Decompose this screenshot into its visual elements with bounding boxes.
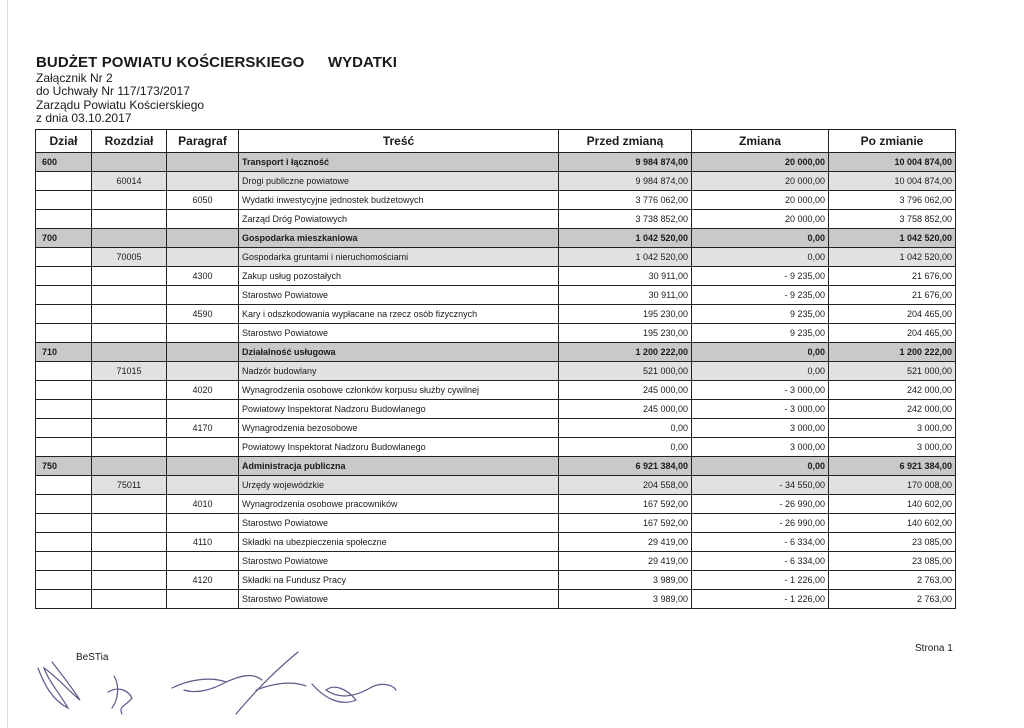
cell-przed: 1 200 222,00 [559, 343, 692, 362]
cell-po: 10 004 874,00 [829, 153, 956, 172]
cell-przed: 167 592,00 [559, 514, 692, 533]
cell-tresc: Gospodarka gruntami i nieruchomościami [239, 248, 559, 267]
cell-tresc: Powiatowy Inspektorat Nadzoru Budowlanego [239, 400, 559, 419]
cell-tresc: Wynagrodzenia bezosobowe [239, 419, 559, 438]
cell-tresc: Zakup usług pozostałych [239, 267, 559, 286]
cell-zmiana: 0,00 [692, 343, 829, 362]
cell-po: 140 602,00 [829, 514, 956, 533]
cell-przed: 1 042 520,00 [559, 248, 692, 267]
col-header-zmiana: Zmiana [692, 130, 829, 153]
cell-przed: 195 230,00 [559, 324, 692, 343]
cell-rozdzial: 70005 [92, 248, 167, 267]
header-line-date: z dnia 03.10.2017 [36, 110, 132, 125]
cell-tresc: Transport i łączność [239, 153, 559, 172]
cell-po: 1 042 520,00 [829, 229, 956, 248]
signature-1 [38, 662, 80, 708]
cell-po: 170 008,00 [829, 476, 956, 495]
cell-zmiana: 0,00 [692, 457, 829, 476]
budget-title: BUDŻET POWIATU KOŚCIERSKIEGO [36, 54, 305, 71]
cell-zmiana: - 9 235,00 [692, 286, 829, 305]
page-number: Strona 1 [915, 643, 953, 654]
cell-tresc: Starostwo Powiatowe [239, 590, 559, 609]
cell-zmiana: 9 235,00 [692, 305, 829, 324]
cell-tresc: Administracja publiczna [239, 457, 559, 476]
cell-przed: 29 419,00 [559, 533, 692, 552]
cell-po: 1 200 222,00 [829, 343, 956, 362]
cell-przed: 245 000,00 [559, 381, 692, 400]
cell-tresc: Zarząd Dróg Powiatowych [239, 210, 559, 229]
cell-po: 242 000,00 [829, 381, 956, 400]
signature-3 [172, 676, 262, 692]
cell-po: 23 085,00 [829, 533, 956, 552]
cell-zmiana: - 3 000,00 [692, 381, 829, 400]
cell-rozdzial: 60014 [92, 172, 167, 191]
cell-po: 140 602,00 [829, 495, 956, 514]
col-header-rozdzial: Rozdział [92, 130, 167, 153]
cell-paragraf: 6050 [167, 191, 239, 210]
cell-rozdzial: 71015 [92, 362, 167, 381]
cell-zmiana: - 34 550,00 [692, 476, 829, 495]
cell-tresc: Drogi publiczne powiatowe [239, 172, 559, 191]
cell-paragraf: 4590 [167, 305, 239, 324]
cell-paragraf: 4110 [167, 533, 239, 552]
cell-dzial: 710 [36, 343, 92, 362]
col-header-dzial: Dział [36, 130, 92, 153]
cell-zmiana: 20 000,00 [692, 210, 829, 229]
cell-przed: 9 984 874,00 [559, 172, 692, 191]
cell-tresc: Wydatki inwestycyjne jednostek budżetowych [239, 191, 559, 210]
cell-po: 521 000,00 [829, 362, 956, 381]
cell-dzial: 750 [36, 457, 92, 476]
cell-tresc: Nadzór budowlany [239, 362, 559, 381]
cell-paragraf: 4020 [167, 381, 239, 400]
cell-zmiana: 0,00 [692, 362, 829, 381]
cell-po: 23 085,00 [829, 552, 956, 571]
signature-2 [108, 676, 132, 714]
cell-przed: 167 592,00 [559, 495, 692, 514]
cell-zmiana: - 26 990,00 [692, 514, 829, 533]
cell-przed: 0,00 [559, 438, 692, 457]
cell-po: 242 000,00 [829, 400, 956, 419]
cell-zmiana: 0,00 [692, 248, 829, 267]
cell-tresc: Kary i odszkodowania wypłacane na rzecz osób fizycznych [239, 305, 559, 324]
cell-paragraf: 4170 [167, 419, 239, 438]
col-header-tresc: Treść [239, 130, 559, 153]
cell-po: 204 465,00 [829, 324, 956, 343]
cell-przed: 3 989,00 [559, 590, 692, 609]
cell-zmiana: - 26 990,00 [692, 495, 829, 514]
cell-przed: 30 911,00 [559, 267, 692, 286]
cell-zmiana: 20 000,00 [692, 153, 829, 172]
cell-tresc: Działalność usługowa [239, 343, 559, 362]
cell-przed: 3 989,00 [559, 571, 692, 590]
cell-po: 21 676,00 [829, 267, 956, 286]
cell-po: 3 000,00 [829, 419, 956, 438]
cell-zmiana: 3 000,00 [692, 419, 829, 438]
cell-tresc: Składki na Fundusz Pracy [239, 571, 559, 590]
cell-dzial: 700 [36, 229, 92, 248]
signature-5 [312, 684, 396, 702]
cell-paragraf: 4010 [167, 495, 239, 514]
cell-przed: 9 984 874,00 [559, 153, 692, 172]
cell-tresc: Składki na ubezpieczenia społeczne [239, 533, 559, 552]
cell-tresc: Urzędy wojewódzkie [239, 476, 559, 495]
header-line-board: Zarządu Powiatu Kościerskiego [36, 97, 205, 112]
header-line-resolution: do Uchwały Nr 117/173/2017 [36, 84, 190, 99]
cell-przed: 30 911,00 [559, 286, 692, 305]
cell-zmiana: - 1 226,00 [692, 590, 829, 609]
cell-tresc: Gospodarka mieszkaniowa [239, 229, 559, 248]
cell-przed: 29 419,00 [559, 552, 692, 571]
cell-przed: 0,00 [559, 419, 692, 438]
cell-zmiana: 3 000,00 [692, 438, 829, 457]
cell-po: 10 004 874,00 [829, 172, 956, 191]
cell-po: 3 758 852,00 [829, 210, 956, 229]
signature-caption: BeSTia [76, 652, 109, 663]
cell-przed: 245 000,00 [559, 400, 692, 419]
cell-przed: 3 738 852,00 [559, 210, 692, 229]
cell-po: 21 676,00 [829, 286, 956, 305]
cell-dzial: 600 [36, 153, 92, 172]
cell-po: 204 465,00 [829, 305, 956, 324]
cell-zmiana: - 6 334,00 [692, 552, 829, 571]
cell-zmiana: - 9 235,00 [692, 267, 829, 286]
cell-zmiana: - 3 000,00 [692, 400, 829, 419]
cell-tresc: Wynagrodzenia osobowe członków korpusu służby cywilnej [239, 381, 559, 400]
cell-przed: 1 042 520,00 [559, 229, 692, 248]
cell-paragraf: 4300 [167, 267, 239, 286]
cell-tresc: Starostwo Powiatowe [239, 286, 559, 305]
cell-po: 2 763,00 [829, 590, 956, 609]
col-header-po-zmianie: Po zmianie [829, 130, 956, 153]
cell-zmiana: 20 000,00 [692, 191, 829, 210]
cell-zmiana: - 6 334,00 [692, 533, 829, 552]
cell-tresc: Starostwo Powiatowe [239, 552, 559, 571]
cell-zmiana: 9 235,00 [692, 324, 829, 343]
cell-przed: 521 000,00 [559, 362, 692, 381]
cell-przed: 3 776 062,00 [559, 191, 692, 210]
cell-tresc: Wynagrodzenia osobowe pracowników [239, 495, 559, 514]
col-header-paragraf: Paragraf [167, 130, 239, 153]
cell-przed: 6 921 384,00 [559, 457, 692, 476]
cell-po: 2 763,00 [829, 571, 956, 590]
cell-tresc: Starostwo Powiatowe [239, 514, 559, 533]
cell-paragraf: 4120 [167, 571, 239, 590]
cell-zmiana: 20 000,00 [692, 172, 829, 191]
cell-przed: 195 230,00 [559, 305, 692, 324]
cell-po: 6 921 384,00 [829, 457, 956, 476]
cell-po: 3 796 062,00 [829, 191, 956, 210]
cell-tresc: Powiatowy Inspektorat Nadzoru Budowlanego [239, 438, 559, 457]
cell-po: 1 042 520,00 [829, 248, 956, 267]
cell-tresc: Starostwo Powiatowe [239, 324, 559, 343]
signature-4 [236, 652, 306, 714]
cell-po: 3 000,00 [829, 438, 956, 457]
cell-rozdzial: 75011 [92, 476, 167, 495]
col-header-przed-zmiana: Przed zmianą [559, 130, 692, 153]
cell-zmiana: 0,00 [692, 229, 829, 248]
cell-zmiana: - 1 226,00 [692, 571, 829, 590]
document-type-label: WYDATKI [328, 54, 397, 71]
header-line-attachment: Załącznik Nr 2 [36, 71, 113, 85]
cell-przed: 204 558,00 [559, 476, 692, 495]
